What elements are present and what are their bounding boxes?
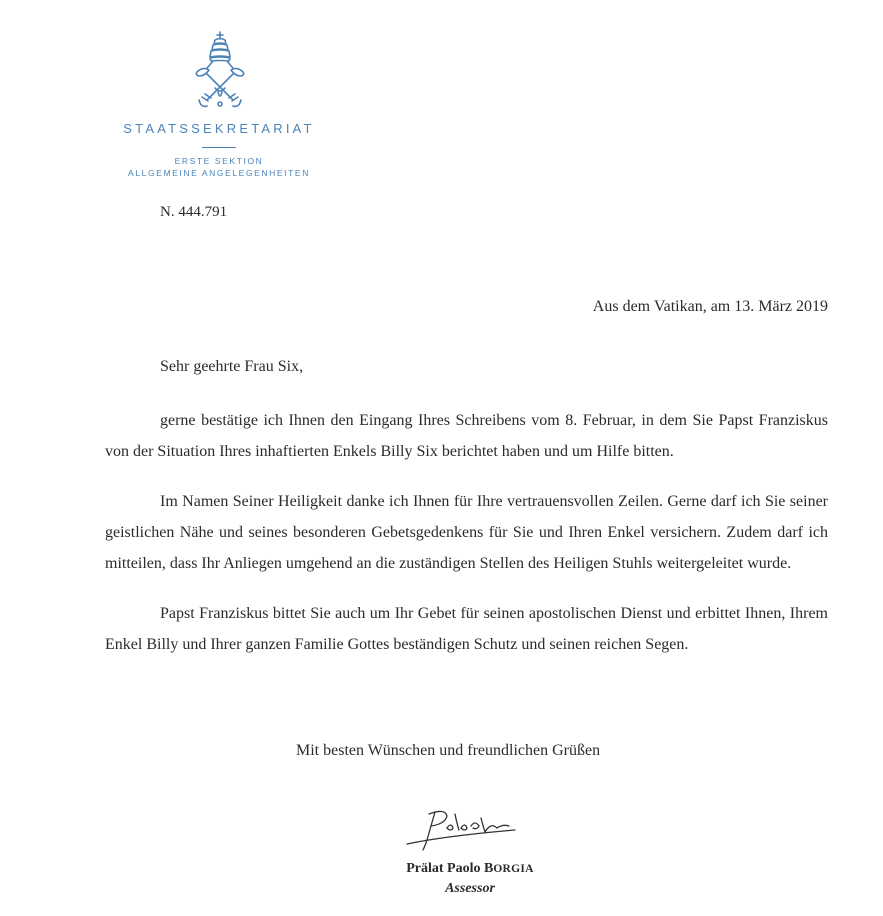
paragraph-3: Papst Franziskus bittet Sie auch um Ihr Gebet für seinen apostolischen Dienst und erbittet Ihnen, Ihrem Enkel Billy und Ihrer ganzen Familie Gottes beständigen Schutz und seinen reichen Segen.: [105, 605, 828, 653]
signer-role: Assessor: [445, 881, 495, 896]
signer-surname-rest: ORGIA: [493, 863, 534, 875]
signer-name: [385, 859, 555, 879]
reference-number: N. 444.791: [160, 204, 228, 220]
signer-name-prefix: Prälat Paolo: [406, 861, 484, 876]
salutation: Sehr geehrte Frau Six,: [160, 358, 304, 375]
signer-surname-initial: B: [483, 861, 494, 876]
letter-body: [105, 405, 828, 679]
papal-crest-icon: [185, 30, 255, 112]
date-line: Aus dem Vatikan, am 13. März 2019: [592, 298, 828, 315]
office-title: STAATSSEKRETARIAT: [123, 121, 315, 136]
signer-block: [385, 859, 555, 898]
divider: [202, 147, 236, 148]
closing-line: Mit besten Wünschen und freundlichen Grüßen: [296, 742, 601, 759]
paragraph-1: gerne bestätige ich Ihnen den Eingang Ihres Schreibens vom 8. Februar, in dem Sie Papst Franziskus von der Situation Ihres inhaftierten Enkels Billy Six berichtet haben und um Hilfe bitten.: [105, 412, 828, 460]
handwritten-signature: [405, 806, 520, 854]
section-line-1: ERSTE SEKTION: [174, 156, 264, 166]
paragraph-2: Im Namen Seiner Heiligkeit danke ich Ihnen für Ihre vertrauensvollen Zeilen. Gerne darf ich Sie seiner geistlichen Nähe und seines besonderen Gebetsgedenkens für Sie und Ihren Enkel versichern. Zudem darf ich mitteilen, dass Ihr Anliegen umgehend an die zuständigen Stellen des Heiligen Stuhls weitergeleitet wurde.: [105, 493, 828, 572]
section-line-2: ALLGEMEINE ANGELEGENHEITEN: [128, 168, 310, 178]
office-heading: [103, 121, 335, 179]
letterhead: [95, 30, 345, 112]
